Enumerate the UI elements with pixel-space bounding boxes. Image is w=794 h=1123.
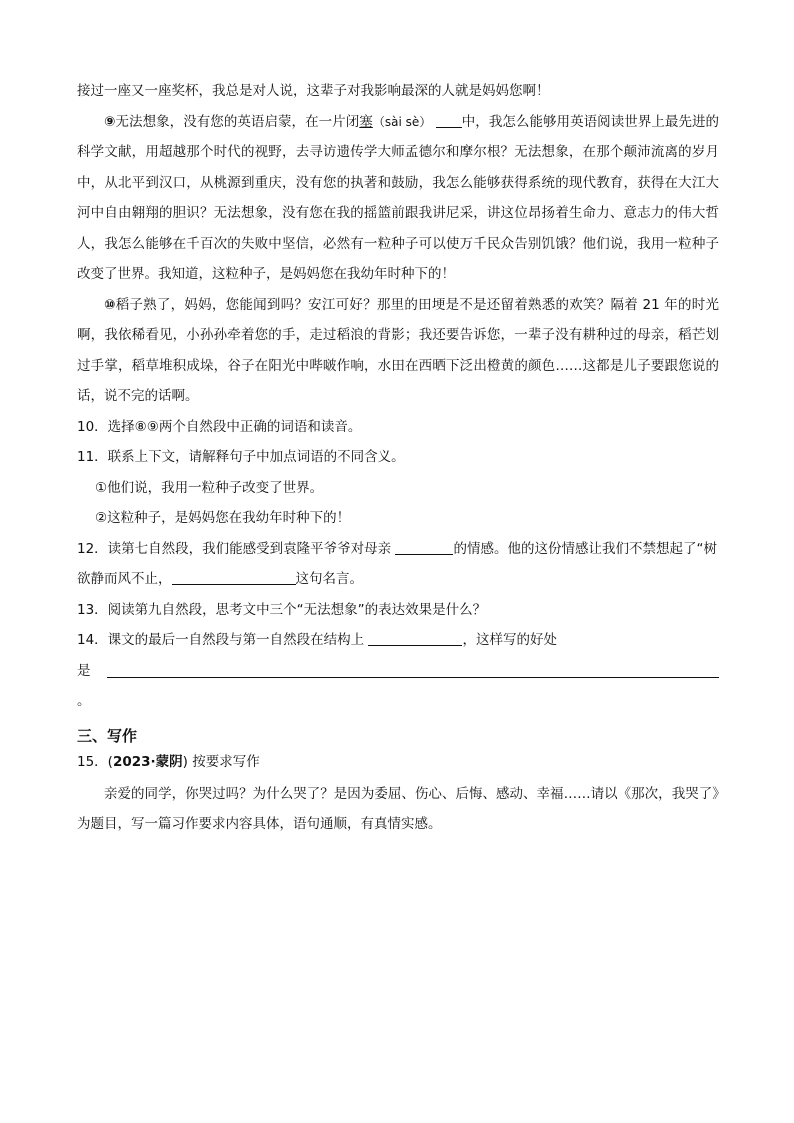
question-14 (77, 625, 719, 656)
paragraph-9-text-b: 中，我怎么能够用英语阅读世界上最先进的科学文献，用超越那个时代的视野，去寻访遗传学大师孟德尔和摩尔根？无法想象，在那个颠沛流离的岁月中，从北平到汉口，从桃源到重庆，没有您的执著和鼓励，我怎么能够获得系统的现代教育，获得在大江大河中自由翱翔的胆识？无法想象，没有您在我的摇篮前跟我讲尼采，讲这位昂扬着生命力、意志力的伟大哲人，我怎么能够在千百次的失败中坚信，必然有一粒种子可以使万千民众告别饥饿？他们说，我用一粒种子改变了世界。我知道，这粒种子，是妈妈您在我幼年时种下的！ (77, 113, 720, 282)
answer-blank-12a[interactable] (395, 540, 453, 555)
paragraph-9-word: 塞 (359, 113, 373, 130)
question-12-text-a: 12．读第七自然段，我们能感受到袁隆平爷爷对母亲 (77, 540, 392, 557)
question-14-end: 。 (77, 693, 91, 709)
question-12 (77, 534, 719, 595)
question-11-item-2: ②这粒种子，是妈妈您在我幼年时种下的！ (95, 510, 351, 526)
answer-line-14[interactable] (107, 659, 720, 678)
question-12-text-b: 的情感。他的这份情感让我们不禁想起了“树欲静而风不止， (77, 540, 717, 587)
paragraph-9-pinyin: （sài sè） (372, 114, 432, 129)
question-15-number: 15．( (77, 753, 113, 770)
document-content (77, 76, 719, 840)
question-15-instruction: ) 按要求写作 (182, 753, 260, 770)
paragraph-8-ending: 接过一座又一座奖杯，我总是对人说，这辈子对我影响最深的人就是妈妈您啊！ (77, 83, 550, 99)
question-12-text-c: 这句名言。 (295, 571, 363, 587)
question-14-answer-row (77, 656, 719, 687)
paragraph-number-10: ⑩ (104, 296, 116, 313)
section-heading-writing: 三、写作 (77, 726, 138, 745)
paragraph-10 (77, 290, 719, 412)
answer-blank-9[interactable] (436, 113, 462, 128)
paragraph-number-9: ⑨ (104, 113, 116, 130)
writing-prompt: 亲爱的同学，你哭过吗？为什么哭了？是因为委屈、伤心、后悔、感动、幸福……请以《那次，我哭了》为题目，写一篇习作要求内容具体，语句通顺，有真情实感。 (77, 785, 719, 832)
question-15-label (77, 751, 719, 773)
question-14-text-c: 是 (77, 662, 91, 679)
question-13: 13．阅读第九自然段，思考文中三个“无法想象”的表达效果是什么？ (77, 601, 487, 618)
question-10: 10．选择⑧⑨两个自然段中正确的词语和读音。 (77, 418, 362, 435)
answer-blank-12b[interactable] (172, 570, 296, 585)
question-11: 11．联系上下文，请解释句子中加点词语的不同含义。 (77, 449, 405, 465)
question-14-text-b: ，这样写的好处 (462, 632, 557, 648)
question-15-source: 2023·蒙阴 (112, 753, 183, 770)
paragraph-9-text-a: 无法想象，没有您的英语启蒙，在一片闭 (115, 113, 360, 130)
question-11-item-1: ①他们说，我用一粒种子改变了世界。 (95, 479, 324, 496)
paragraph-9 (77, 107, 719, 290)
question-14-text-a: 14．课文的最后一自然段与第一自然段在结构上 (77, 632, 365, 648)
paragraph-10-text: 稻子熟了，妈妈，您能闻到吗？安江可好？那里的田埂是不是还留着熟悉的欢笑？隔着 21 年的时光啊，我依稀看见，小孙孙牵着您的手，走过稻浪的背影；我还要告诉您，一辈子没有耕种过的母亲，稻芒划过手掌，稻草堆积成垛，谷子在阳光中哔啵作响，水田在西晒下泛出橙黄的颜色……这都是儿子要跟您说的话，说不完的话啊。 (77, 296, 719, 404)
answer-blank-14a[interactable] (368, 631, 462, 646)
